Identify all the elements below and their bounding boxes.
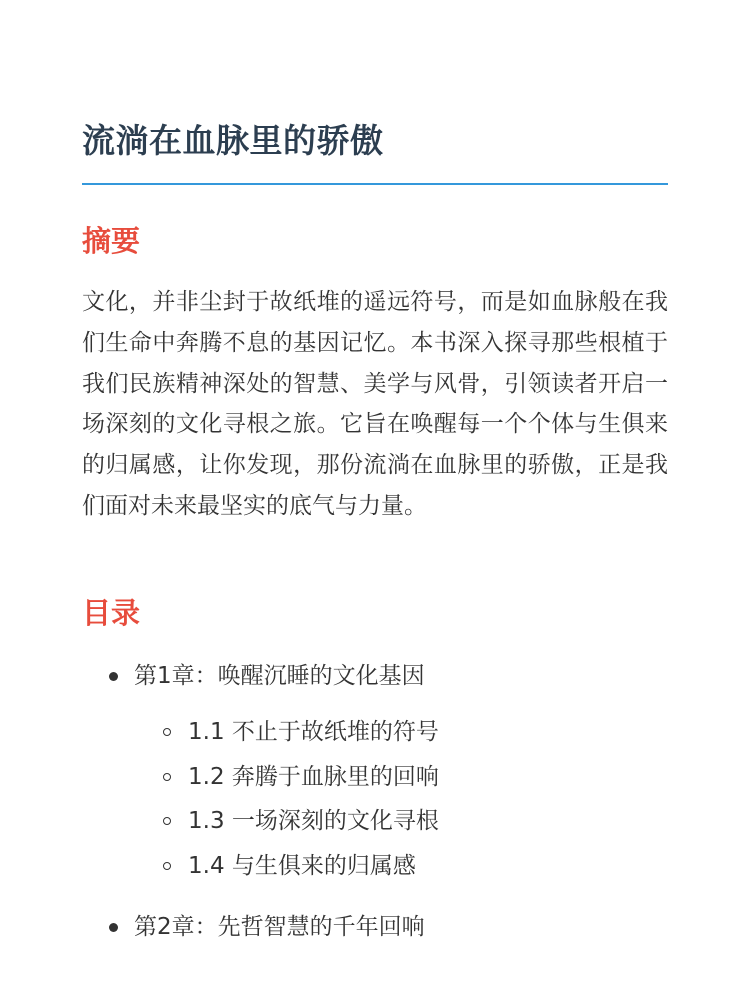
bullet-circle-icon (163, 728, 171, 736)
abstract-paragraph: 文化，并非尘封于故纸堆的遥远符号，而是如血脉般在我们生命中奔腾不息的基因记忆。本书深入探寻那些根植于我们民族精神深处的智慧、美学与风骨，引领读者开启一场深刻的文化寻根之旅。它旨在唤醒每一个个体与生俱来的归属感，让你发现，那份流淌在血脉里的骄傲，正是我们面对未来最坚实的底气与力量。 (82, 289, 668, 519)
table-of-contents (82, 654, 668, 949)
title-divider (82, 183, 668, 185)
toc-section-entry[interactable] (82, 799, 668, 844)
toc-section-entry[interactable] (82, 755, 668, 800)
bullet-disc-icon (109, 923, 118, 932)
toc-chapter-entry[interactable] (82, 905, 668, 949)
section-label: 1.1 不止于故纸堆的符号 (188, 719, 439, 745)
abstract-heading: 摘要 (82, 224, 141, 258)
bullet-circle-icon (163, 862, 171, 870)
bullet-disc-icon (109, 672, 118, 681)
toc-chapter-entry[interactable] (82, 654, 668, 698)
chapter-label: 第1章：唤醒沉睡的文化基因 (134, 663, 425, 689)
toc-section-entry[interactable] (82, 710, 668, 755)
section-label: 1.2 奔腾于血脉里的回响 (188, 763, 439, 790)
bullet-circle-icon (163, 773, 171, 781)
toc-section-entry[interactable] (82, 844, 668, 889)
toc-heading: 目录 (82, 596, 141, 630)
toc-chapter-2 (82, 905, 668, 949)
chapter-1-sections (82, 710, 668, 889)
chapter-label: 第2章：先哲智慧的千年回响 (134, 913, 425, 940)
toc-chapter-1 (82, 654, 668, 889)
section-label: 1.3 一场深刻的文化寻根 (188, 808, 439, 835)
section-label: 1.4 与生俱来的归属感 (188, 853, 416, 880)
book-title: 流淌在血脉里的骄傲 (82, 121, 384, 160)
bullet-circle-icon (163, 817, 171, 825)
